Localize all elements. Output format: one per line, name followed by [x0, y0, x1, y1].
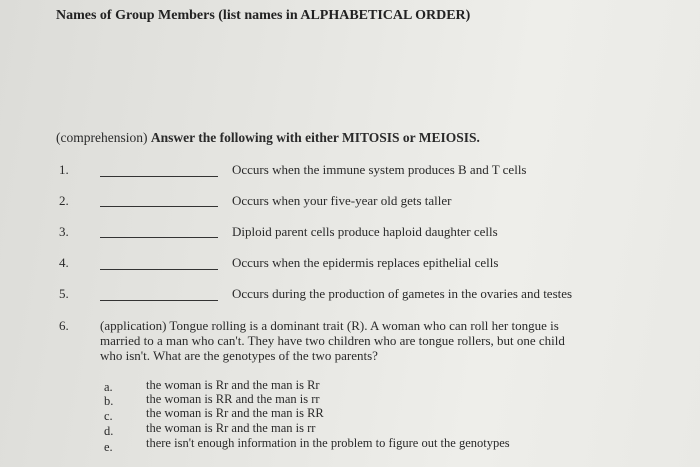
question-number: 1. — [59, 162, 69, 177]
option-text: the woman is Rr and the man is RR — [146, 406, 324, 420]
option-letter: d. — [104, 424, 114, 438]
option-letter: e. — [104, 440, 113, 454]
section-prefix: (comprehension) — [56, 130, 148, 145]
section-lead: Answer the following with either MITOSIS or MEIOSIS. — [150, 130, 480, 145]
option-letter: b. — [104, 394, 114, 408]
question-number: 4. — [59, 255, 69, 270]
answer-blank-2[interactable] — [100, 206, 218, 207]
option-letter: c. — [104, 409, 113, 423]
question-text: Occurs during the production of gametes in the ovaries and testes — [232, 286, 573, 301]
question-text: Occurs when the immune system produces B and T cells — [232, 162, 527, 177]
answer-blank-4[interactable] — [100, 269, 218, 270]
question-text: Diploid parent cells produce haploid daughter cells — [232, 224, 498, 239]
question-number: 5. — [59, 286, 69, 301]
question-number: 3. — [59, 224, 69, 239]
option-text: there isn't enough information in the problem to figure out the genotypes — [146, 436, 510, 450]
question-text: Occurs when your five-year old gets taller — [232, 193, 452, 208]
question-number: 2. — [59, 193, 69, 208]
answer-blank-1[interactable] — [100, 176, 218, 177]
section-instruction — [56, 130, 480, 146]
answer-blank-3[interactable] — [100, 237, 218, 238]
group-members-header: Names of Group Members (list names in ALPHABETICAL ORDER) — [56, 8, 471, 23]
option-text: the woman is RR and the man is rr — [146, 392, 320, 406]
option-letter: a. — [104, 380, 113, 394]
question-number: 6. — [59, 318, 69, 333]
question-6-text: (application) Tongue rolling is a dominant trait (R). A woman who can roll her tongue is married to a man who can't. They have two children who are tongue rollers, but one child who isn't. What are the genotypes of the two parents? — [100, 318, 565, 363]
question-text: Occurs when the epidermis replaces epithelial cells — [232, 255, 499, 270]
answer-blank-5[interactable] — [100, 300, 218, 301]
option-text: the woman is Rr and the man is Rr — [146, 378, 320, 392]
option-text: the woman is Rr and the man is rr — [146, 421, 316, 435]
section-terms: MITOSIS or MEIOSIS. — [341, 130, 480, 145]
